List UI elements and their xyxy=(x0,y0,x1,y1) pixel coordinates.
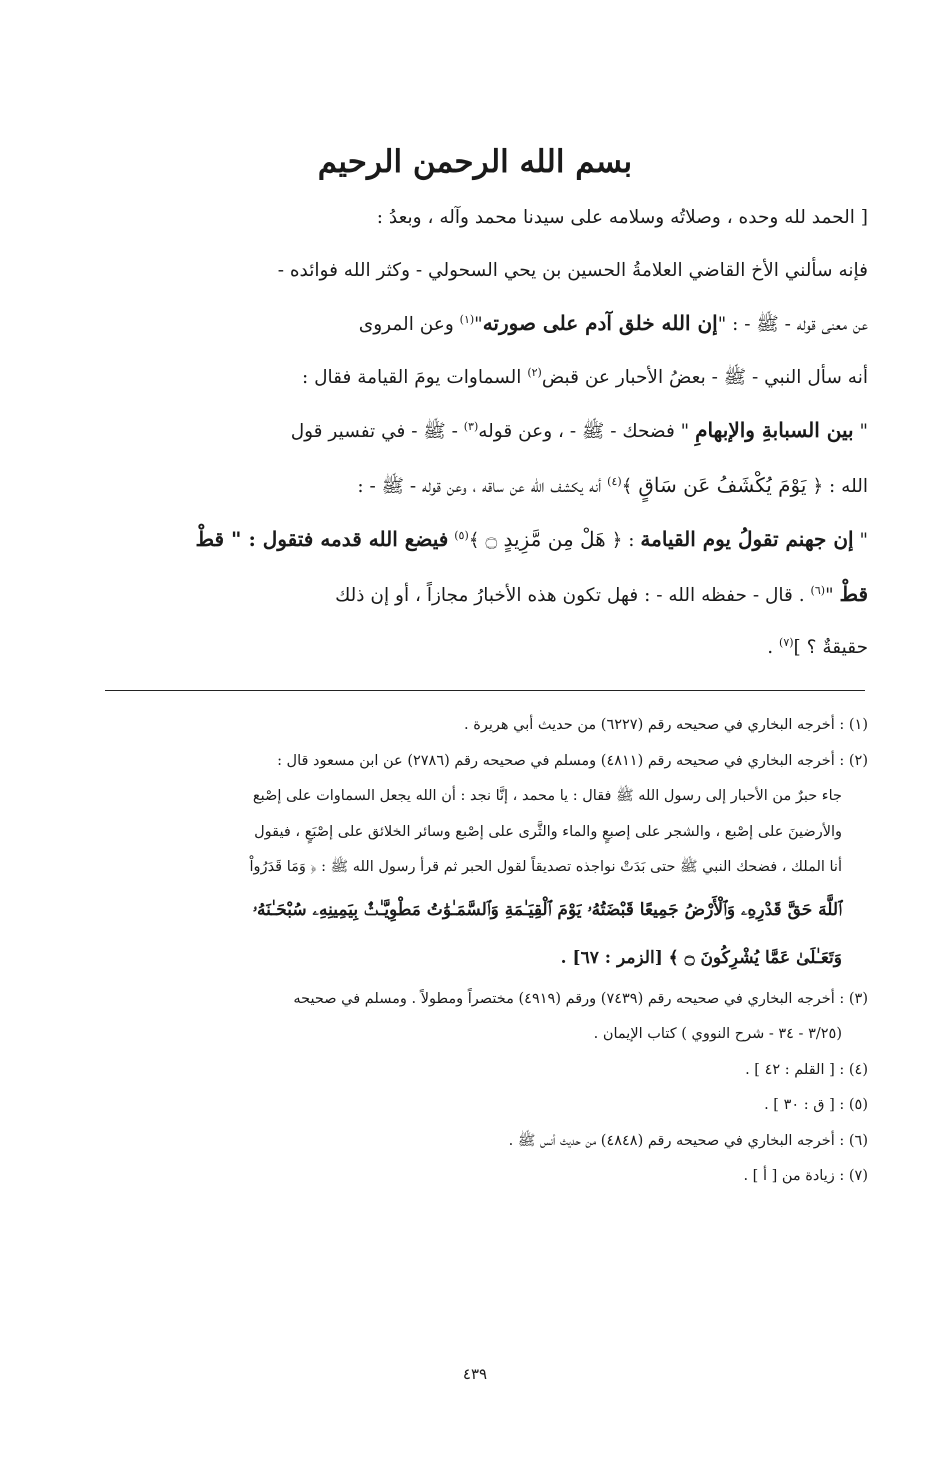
hadith-quote: قطْ xyxy=(839,581,868,606)
footnote-2: (٢) : أخرجه البخاري في صحيحه رقم (٤٨١١) ومسلم في صحيحه رقم (٢٧٨٦) عن ابن مسعود قال : xyxy=(277,752,868,769)
hadith-quote: إن جهنم تقولُ يوم القيامة xyxy=(640,527,854,551)
text-line xyxy=(108,404,868,459)
text-line xyxy=(108,245,868,298)
footnote-3: (٣) : أخرجه البخاري في صحيحه رقم (٧٤٣٩) ورقم (٤٩١٩) مختصراً ومطولاً . ومسلم في صحيحه xyxy=(293,990,868,1007)
text-span: ﴾ xyxy=(468,530,486,551)
text-span: " xyxy=(474,314,483,335)
footnote-ref: (٣) xyxy=(463,419,479,433)
footnote-7: (٧) : زيادة من [ أ ] . xyxy=(743,1168,868,1184)
text-line xyxy=(108,459,868,514)
text-span: [ الحمد لله وحده ، وصلاتُه وسلامه على سيدنا محمد وآله ، وبعدُ : xyxy=(376,207,868,228)
text-span: حقيقةٌ ؟ ] xyxy=(793,637,868,658)
footnote-ref: (٧) xyxy=(779,635,794,649)
text-span: أنه سأل النبي - ﷺ - بعضُ الأحبار عن قبض xyxy=(541,366,868,388)
text-span: . xyxy=(767,637,780,658)
text-span: " xyxy=(853,530,868,551)
footnote-2-quran: وَتَعَـٰلَىٰ عَمَّا يُشْرِكُونَ ۝ ﴾ [الزمر : ٦٧] . xyxy=(560,947,842,968)
text-span: - ﷺ - في تفسير قول xyxy=(290,421,464,442)
footnote-2-quran: ٱللَّهَ حَقَّ قَدْرِهِۦ وَٱلْأَرْضُ جَمِيعًا قَبْضَتُهُۥ يَوْمَ ٱلْقِيَـٰمَةِ وَٱلسَّمَـٰوَٰتُ مَطْوِيَّـٰتٌۢ بِيَمِينِهِۦ سُبْحَـٰنَهُۥ xyxy=(252,899,842,920)
text-span: السماوات يومَ القيامة فقال : xyxy=(301,366,528,388)
text-span: . قال - حفظه الله - : فهل تكون هذه الأخبارُ مجازاً ، أو إن ذلك xyxy=(335,584,811,606)
footnote-ref: (٥) xyxy=(454,528,469,542)
footnote-ref: (٤) xyxy=(607,474,622,488)
text-span: " xyxy=(825,584,840,606)
footnote-5: (٥) : [ ق : ٣٠ ] . xyxy=(764,1097,868,1113)
text-span: فإنه سألني الأخ القاضي العلامةُ الحسين بن يحي السحولي - وكثر الله فوائده - xyxy=(277,259,868,281)
text-span: " xyxy=(853,421,868,442)
text-line xyxy=(108,513,868,568)
quran-quote: هَلْ مِن مَّزِيدٍ ۝ xyxy=(485,527,606,551)
text-span: عن معنى قوله - ﷺ - : " xyxy=(717,314,868,335)
hadith-quote: فيضع الله قدمه فتقول : " قطْ xyxy=(195,527,449,551)
text-line xyxy=(108,622,868,675)
footnote-2-text: أنا الملك ، فضحك النبي ﷺ حتى بَدَتْ نواجذه تصديقاً لقول الحبر ثم قرأ رسول الله ﷺ : ﴿ وَمَا قَدَرُواْ xyxy=(249,859,842,875)
footnote-separator xyxy=(105,690,865,691)
text-line xyxy=(108,352,868,405)
hadith-quote: إن الله خلق آدم على صورته xyxy=(482,311,718,335)
footnote-2-text: جاء حبرٌ من الأحبار إلى رسول الله ﷺ فقال : يا محمد ، إنَّا نجد : أن الله يجعل السماوات على إصْبع xyxy=(252,788,842,804)
footnote-4: (٤) : [ القلم : ٤٢ ] . xyxy=(745,1061,868,1078)
text-span: أنه يكشف الله عن ساقه ، وعن قوله - ﷺ - : xyxy=(357,475,608,497)
text-span: : ﴿ xyxy=(605,530,641,551)
footnote-ref: (٢) xyxy=(527,365,542,379)
footnote-6: (٦) : أخرجه البخاري في صحيحه رقم (٤٨٤٨) من حديث أنس ﷺ . xyxy=(508,1132,868,1149)
text-span: ﴾ xyxy=(621,475,639,497)
text-line xyxy=(108,297,868,352)
text-span: " فضحك - ﷺ - ، وعن قوله xyxy=(478,421,696,442)
text-line xyxy=(108,568,868,623)
page-number: ٤٣٩ xyxy=(462,1365,488,1383)
footnotes xyxy=(100,708,868,1195)
quran-quote: يَوْمَ يُكْشَفُ عَن سَاقٍ xyxy=(638,472,807,497)
basmala-heading: بسم الله الرحمن الرحيم xyxy=(317,144,633,180)
footnote-3-text: (٣/٢٥ - ٣٤ - شرح النووي ) كتاب الإيمان . xyxy=(593,1026,842,1042)
main-text xyxy=(108,192,868,675)
hadith-quote: بين السبابةِ والإبهامِ xyxy=(695,418,854,442)
footnote-2-text: والأرضينَ على إصْبع ، والشجر على إصبعٍ والماء والثَّرى على إصْبع وسائر الخلائق على إصْبَعٍ ، فيقول xyxy=(254,823,842,840)
footnote-ref: (١) xyxy=(459,312,475,326)
text-span: الله : ﴿ xyxy=(806,475,868,497)
text-line xyxy=(108,192,868,245)
text-span: وعن المروى xyxy=(358,314,460,335)
footnote-1: (١) : أخرجه البخاري في صحيحه رقم (٦٢٢٧) من حديث أبي هريرة . xyxy=(464,717,868,733)
footnote-ref: (٦) xyxy=(810,583,826,597)
